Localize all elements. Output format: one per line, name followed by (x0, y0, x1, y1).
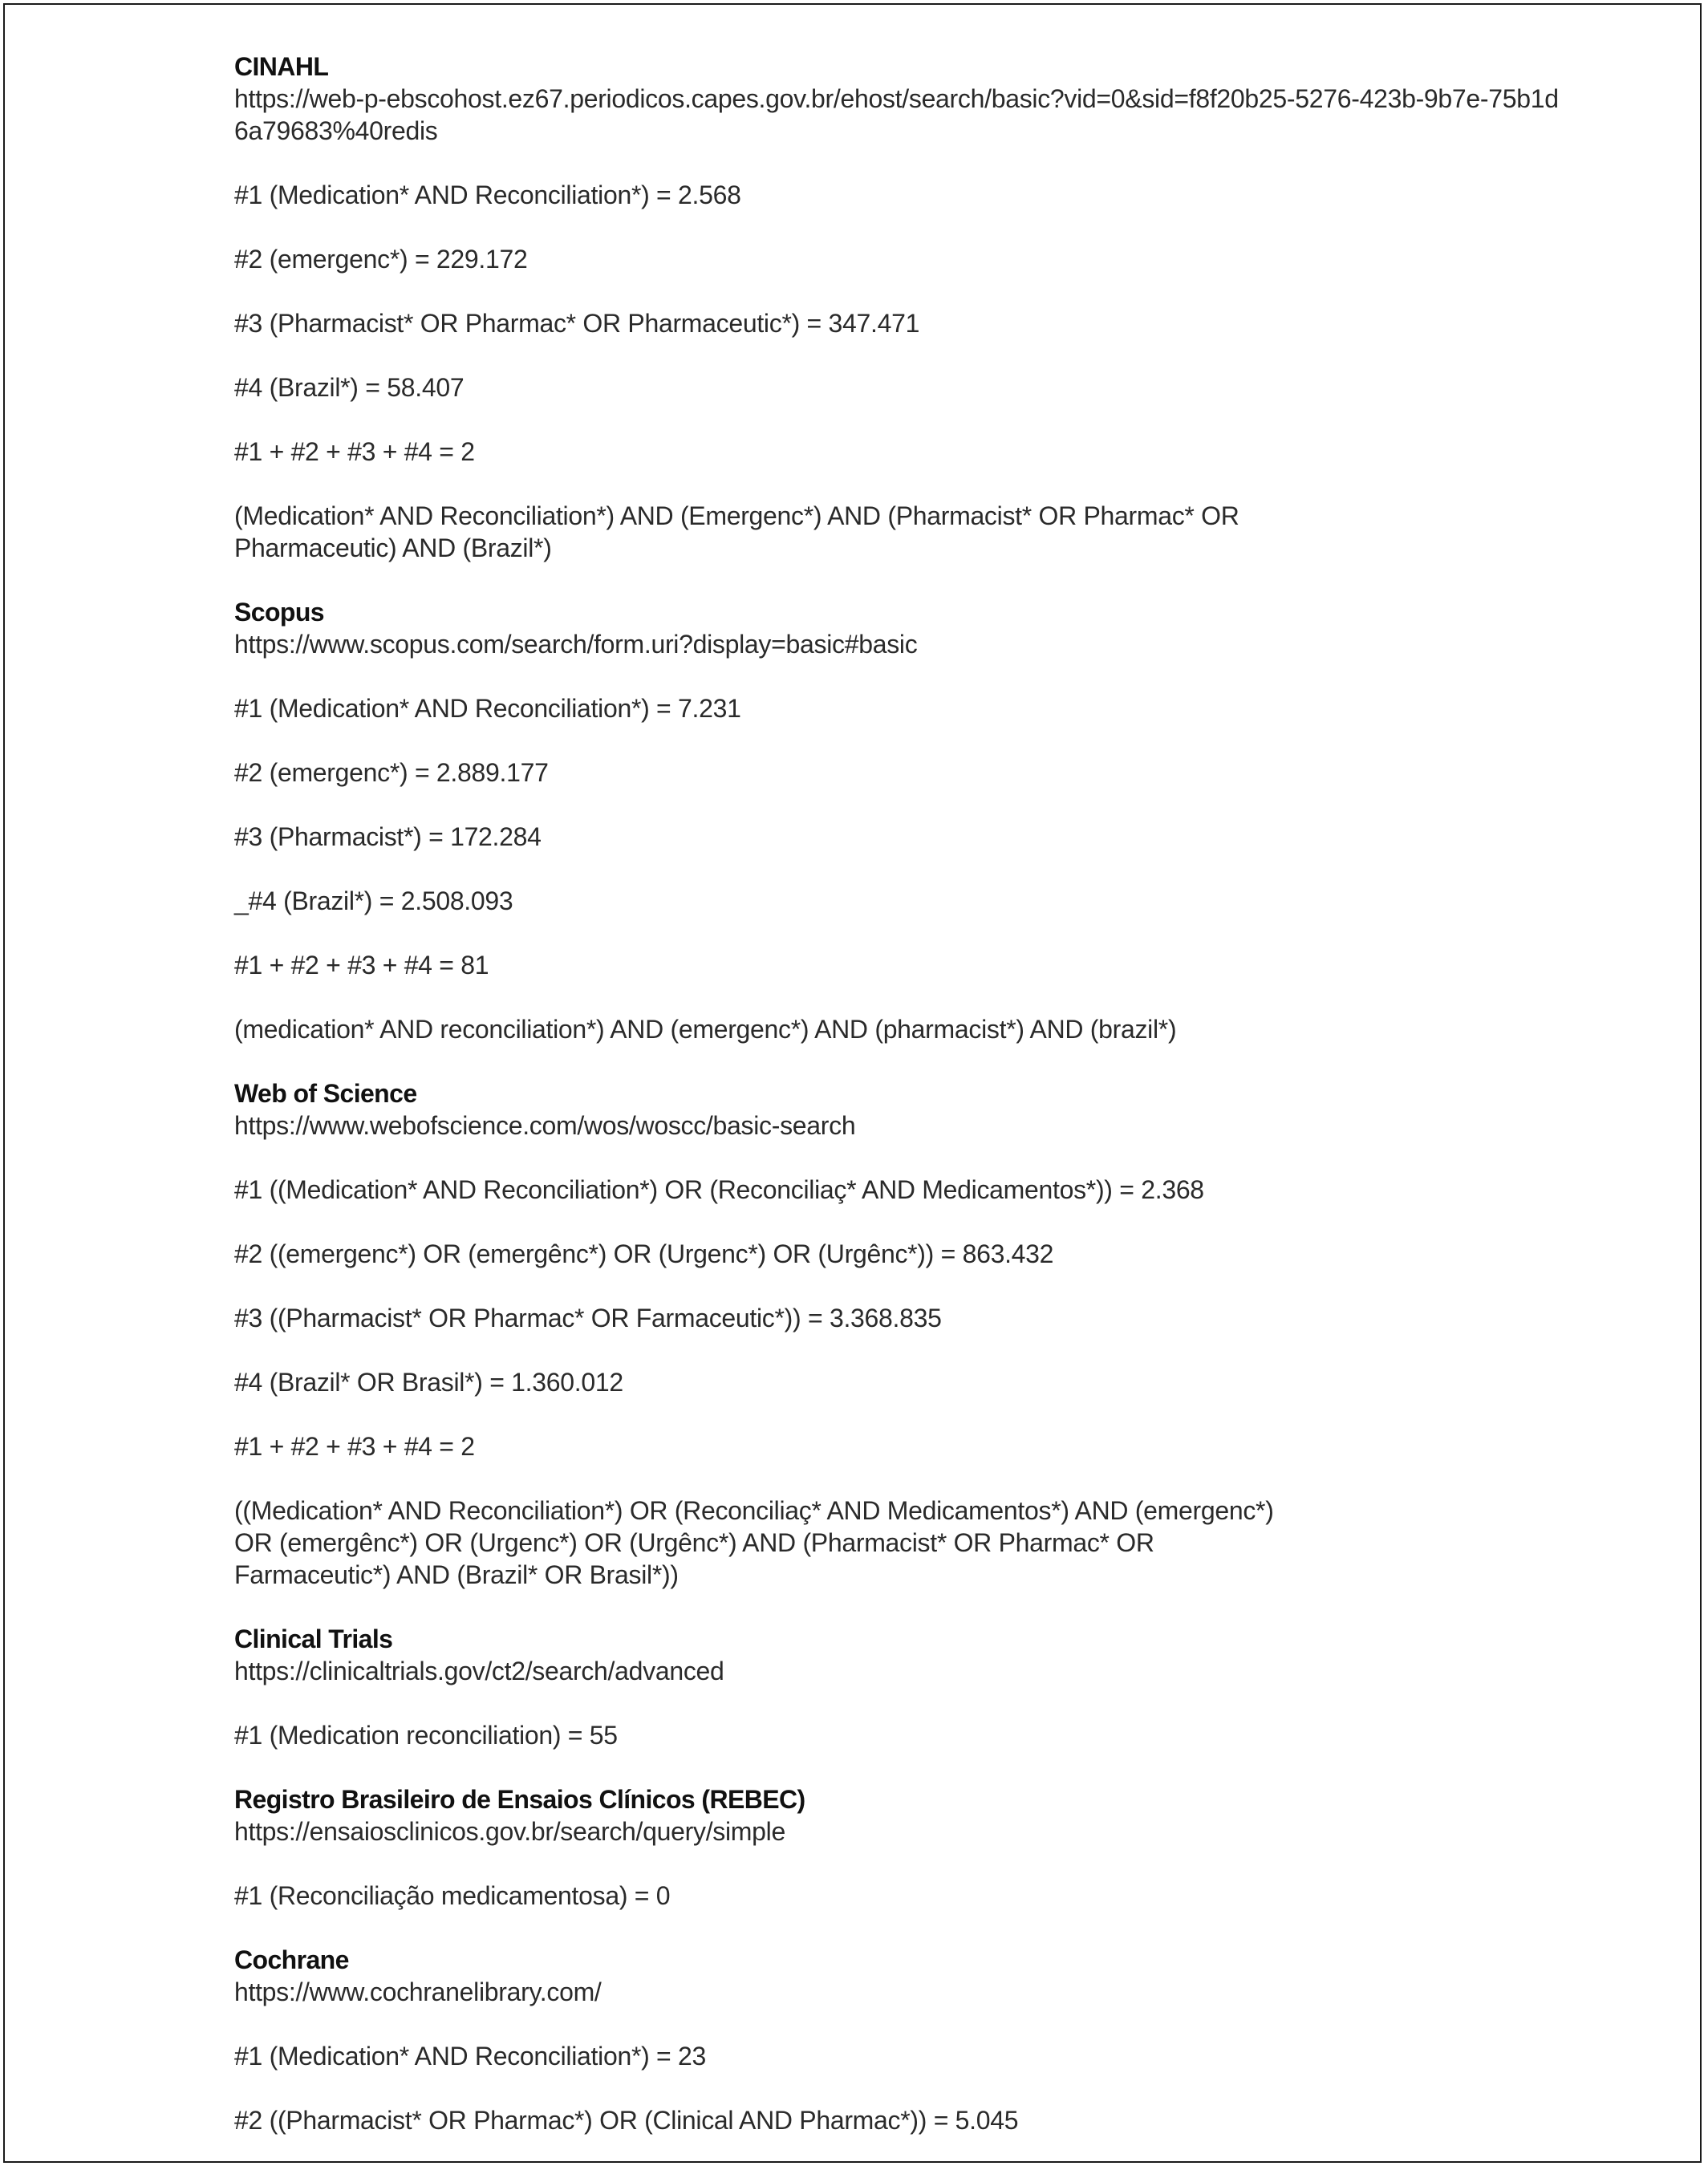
query-line: #1 (Medication* AND Reconciliation*) = 2.568 (234, 180, 741, 209)
query-line: #1 ((Medication* AND Reconciliation*) OR (Reconciliaç* AND Medicamentos*)) = 2.368 (234, 1175, 1204, 1204)
database-url: https://www.cochranelibrary.com/ (234, 1977, 602, 2006)
query-line: #1 + #2 + #3 + #4 = 81 (234, 951, 489, 980)
query-line: _#4 (Brazil*) = 2.508.093 (234, 886, 513, 915)
query-line: #3 (Pharmacist*) = 172.284 (234, 822, 542, 851)
query-line: #4 (Brazil* OR Brasil*) = 1.360.012 (234, 1368, 623, 1397)
query-line: #1 + #2 + #3 + #4 = 2 (234, 437, 475, 466)
section-web-of-science (234, 1077, 1566, 1591)
database-title: Web of Science (234, 1079, 417, 1108)
combined-query: ((Medication* AND Reconciliation*) OR (Reconciliaç* AND Medicamentos*) AND (emergenc*) OR (emergênc*) OR (Urgenc*) OR (Urgênc*) AND (Pharmacist* OR Pharmac* OR Farmaceutic*) AND (Brazil* OR Brasil*)) (234, 1496, 1274, 1589)
database-title: CINAHL (234, 52, 329, 81)
query-line: #1 + #2 + #3 + #4 = 2 (234, 1432, 475, 1461)
page-frame (3, 3, 1702, 2163)
query-line: #4 (Brazil*) = 58.407 (234, 373, 465, 402)
database-title: Scopus (234, 598, 324, 627)
section-clinical-trials (234, 1623, 1566, 1751)
database-url: https://www.scopus.com/search/form.uri?display=basic#basic (234, 630, 918, 659)
combined-query: (medication* AND reconciliation*) AND (emergenc*) AND (pharmacist*) AND (brazil*) (234, 1015, 1177, 1044)
database-url: https://clinicaltrials.gov/ct2/search/advanced (234, 1657, 724, 1685)
combined-query: (Medication* AND Reconciliation*) AND (Emergenc*) AND (Pharmacist* OR Pharmac* OR Pharmaceutic) AND (Brazil*) (234, 501, 1239, 562)
section-scopus (234, 596, 1566, 1045)
database-url: https://web-p-ebscohost.ez67.periodicos.capes.gov.br/ehost/search/basic?vid=0&sid=f8f20b25-5276-423b-9b7e-75b1d6a79683%40redis (234, 84, 1559, 145)
query-line: #1 (Medication* AND Reconciliation*) = 7.231 (234, 694, 741, 723)
database-url: https://ensaiosclinicos.gov.br/search/query/simple (234, 1817, 785, 1846)
query-line: #2 ((Pharmacist* OR Pharmac*) OR (Clinical AND Pharmac*)) = 5.045 (234, 2106, 1019, 2135)
database-title: Clinical Trials (234, 1624, 393, 1653)
query-line: #2 (emergenc*) = 2.889.177 (234, 758, 549, 787)
query-line: #2 (emergenc*) = 229.172 (234, 245, 528, 274)
query-line: #1 (Reconciliação medicamentosa) = 0 (234, 1881, 671, 1910)
query-line: #1 (Medication* AND Reconciliation*) = 23 (234, 2042, 707, 2071)
query-line: #3 (Pharmacist* OR Pharmac* OR Pharmaceutic*) = 347.471 (234, 309, 920, 338)
query-line: #3 ((Pharmacist* OR Pharmac* OR Farmaceutic*)) = 3.368.835 (234, 1304, 942, 1332)
database-title: Registro Brasileiro de Ensaios Clínicos (REBEC) (234, 1785, 805, 1814)
database-url: https://www.webofscience.com/wos/woscc/basic-search (234, 1111, 856, 1140)
database-title: Cochrane (234, 1945, 349, 1974)
search-strategy-document (234, 51, 1566, 2136)
section-cochrane (234, 1944, 1566, 2136)
section-cinahl (234, 51, 1566, 564)
query-line: #2 ((emergenc*) OR (emergênc*) OR (Urgenc*) OR (Urgênc*)) = 863.432 (234, 1239, 1054, 1268)
section-rebec (234, 1783, 1566, 1912)
query-line: #1 (Medication reconciliation) = 55 (234, 1721, 618, 1750)
